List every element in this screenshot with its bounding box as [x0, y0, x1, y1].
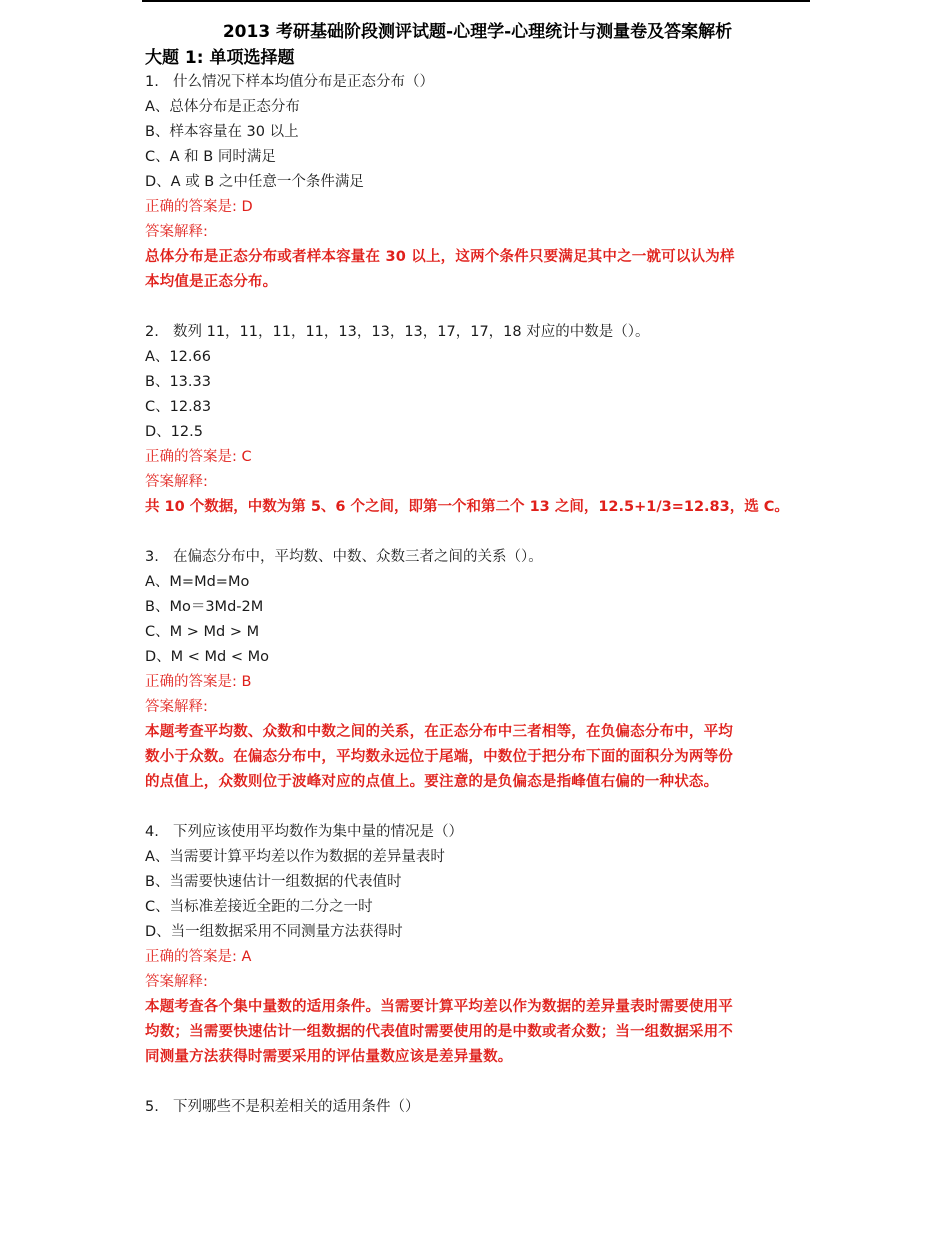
question-stem [145, 1095, 810, 1120]
question-text: 下列哪些不是积差相关的适用条件（） [173, 1099, 420, 1115]
option-c: C、M > Md > M [145, 624, 260, 640]
option-d: D、A 或 B 之中任意一个条件满足 [145, 174, 364, 190]
top-rule [142, 0, 810, 2]
question-5 [145, 1095, 810, 1120]
spacer [145, 795, 810, 820]
question-number: 4. [145, 824, 159, 840]
explanation-line: 均数；当需要快速估计一组数据的代表值时需要使用的是中数或者众数；当一组数据采用不 [145, 1024, 733, 1040]
option-b: B、13.33 [145, 374, 211, 390]
question-number: 2. [145, 324, 159, 340]
question-number: 3. [145, 549, 159, 565]
spacer [145, 520, 810, 545]
question-3 [145, 545, 810, 795]
option-b: B、当需要快速估计一组数据的代表值时 [145, 874, 402, 890]
question-4 [145, 820, 810, 1070]
question-stem [145, 320, 810, 345]
correct-answer: 正确的答案是: D [145, 199, 253, 215]
document-page [145, 18, 810, 1120]
question-text: 什么情况下样本均值分布是正态分布（） [173, 74, 434, 90]
option-d: D、12.5 [145, 424, 203, 440]
option-c: C、12.83 [145, 399, 212, 415]
question-1 [145, 70, 810, 295]
question-number: 1. [145, 74, 159, 90]
option-a: A、当需要计算平均差以作为数据的差异量表时 [145, 849, 445, 865]
option-a: A、12.66 [145, 349, 211, 365]
question-number: 5. [145, 1099, 159, 1115]
explanation-line: 的点值上，众数则位于波峰对应的点值上。要注意的是负偏态是指峰值右偏的一种状态。 [145, 774, 719, 790]
option-c: C、当标准差接近全距的二分之一时 [145, 899, 373, 915]
explanation-label: 答案解释: [145, 974, 208, 990]
option-b: B、样本容量在 30 以上 [145, 124, 299, 140]
explanation-line: 共 10 个数据，中数为第 5、6 个之间，即第一个和第二个 13 之间，12.5+1/3=12.83，选 C。 [145, 499, 789, 515]
correct-answer: 正确的答案是: B [145, 674, 252, 690]
option-a: A、总体分布是正态分布 [145, 99, 300, 115]
option-c: C、A 和 B 同时满足 [145, 149, 276, 165]
question-stem [145, 70, 810, 95]
question-text: 数列 11，11，11，11，13，13，13，17，17，18 对应的中数是（）。 [173, 324, 650, 340]
explanation-label: 答案解释: [145, 474, 208, 490]
question-text: 在偏态分布中，平均数、中数、众数三者之间的关系（）。 [173, 549, 543, 565]
option-b: B、Mo＝3Md-2M [145, 599, 264, 615]
option-d: D、当一组数据采用不同测量方法获得时 [145, 924, 403, 940]
section-heading: 大题 1: 单项选择题 [145, 48, 295, 68]
explanation-line: 数小于众数。在偏态分布中，平均数永远位于尾端，中数位于把分布下面的面积分为两等份 [145, 749, 733, 765]
question-text: 下列应该使用平均数作为集中量的情况是（） [173, 824, 463, 840]
option-d: D、M < Md < Mo [145, 649, 270, 665]
explanation-label: 答案解释: [145, 224, 208, 240]
explanation-line: 本题考查各个集中量数的适用条件。当需要计算平均差以作为数据的差异量表时需要使用平 [145, 999, 733, 1015]
explanation-label: 答案解释: [145, 699, 208, 715]
explanation-line: 总体分布是正态分布或者样本容量在 30 以上，这两个条件只要满足其中之一就可以认为样 [145, 249, 735, 265]
correct-answer: 正确的答案是: C [145, 449, 252, 465]
explanation-line: 同测量方法获得时需要采用的评估量数应该是差异量数。 [145, 1049, 513, 1065]
correct-answer: 正确的答案是: A [145, 949, 252, 965]
question-2 [145, 320, 810, 520]
question-stem [145, 820, 810, 845]
document-title: 2013 考研基础阶段测评试题-心理学-心理统计与测量卷及答案解析 [222, 22, 733, 42]
option-a: A、M=Md=Mo [145, 574, 250, 590]
spacer [145, 295, 810, 320]
spacer [145, 1070, 810, 1095]
question-stem [145, 545, 810, 570]
explanation-line: 本均值是正态分布。 [145, 274, 278, 290]
explanation-line: 本题考查平均数、众数和中数之间的关系，在正态分布中三者相等，在负偏态分布中，平均 [145, 724, 733, 740]
